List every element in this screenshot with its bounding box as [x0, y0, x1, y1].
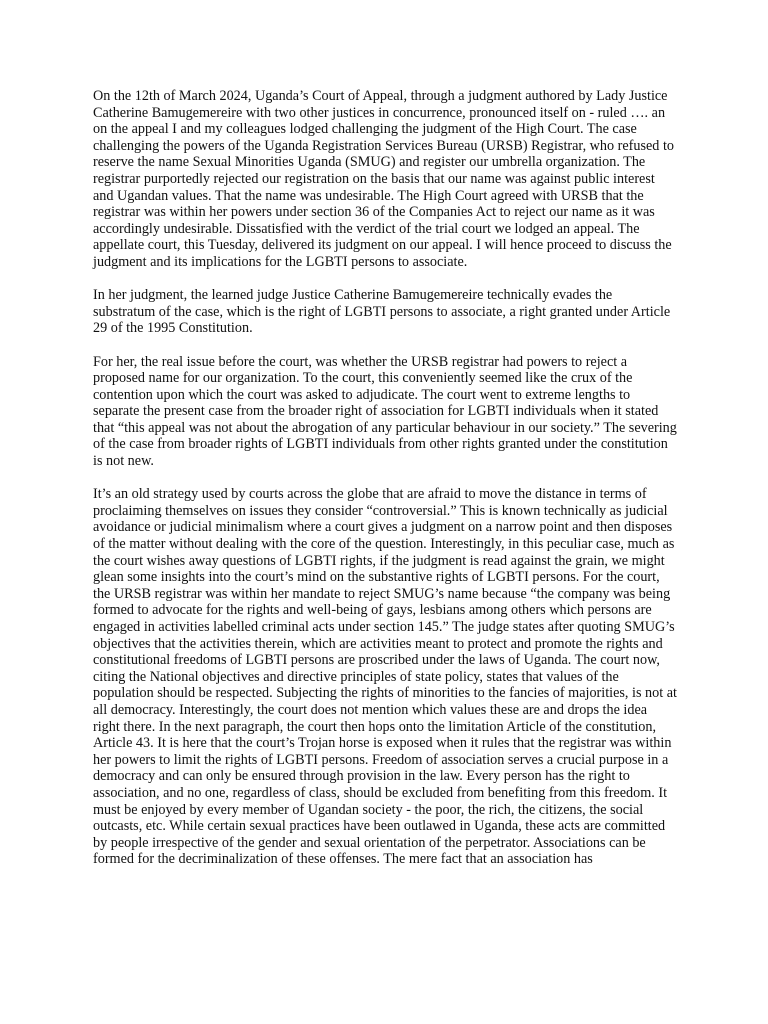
paragraph: For her, the real issue before the court, was whether the URSB registrar had powers to reject a proposed name for our organization. To the court, this conveniently seemed like the crux of the contention upon which the court was asked to adjudicate. The court went to extreme lengths to separate the present case from the broader right of association for LGBTI individuals when it stated that “this appeal was not about the abrogation of any particular behaviour in our society.” The severing of the case from broader rights of LGBTI individuals from other rights granted under the constitution is not new. [93, 353, 677, 470]
paragraph: On the 12th of March 2024, Uganda’s Court of Appeal, through a judgment authored by Lady Justice Catherine Bamugemereire with two other justices in concurrence, pronounced itself on - ruled …. an on the appeal I and my colleagues lodged challenging the judgment of the High Court. The case challenging the powers of the Uganda Registration Services Bureau (URSB) Registrar, who refused to reserve the name Sexual Minorities Uganda (SMUG) and register our umbrella organization. The registrar purportedly rejected our registration on the basis that our name was against public interest and Ugandan values. That the name was undesirable. The High Court agreed with URSB that the registrar was within her powers under section 36 of the Companies Act to reject our name as it was accordingly undesirable. Dissatisfied with the verdict of the trial court we lodged an appeal. The appellate court, this Tuesday, delivered its judgment on our appeal. I will hence proceed to discuss the judgment and its implications for the LGBTI persons to associate. [93, 88, 674, 270]
document-body [93, 88, 677, 885]
paragraph: It’s an old strategy used by courts across the globe that are afraid to move the distance in terms of proclaiming themselves on issues they consider “controversial.” This is known technically as judicial avoidance or judicial minimalism where a court gives a judgment on a narrow point and then disposes of the matter without dealing with the core of the question. Interestingly, in this peculiar case, much as the court wishes away questions of LGBTI rights, if the judgment is read against the grain, we might glean some insights into the court’s mind on the substantive rights of LGBTI persons. For the court, the URSB registrar was within her mandate to reject SMUG’s name because “the company was being formed to advocate for the rights and well-being of gays, lesbians among others which persons are engaged in activities labelled criminal acts under section 145.” The judge states after quoting SMUG’s objectives that the activities therein, which are activities meant to protect and promote the rights and constitutional freedoms of LGBTI persons are proscribed under the laws of Uganda. The court now, citing the National objectives and directive principles of state policy, states that values of the population should be respected. Subjecting the rights of minorities to the fancies of majorities, is not at all democracy. Interestingly, the court does not mention which values these are and drops the idea right there. In the next paragraph, the court then hops onto the limitation Article of the constitution, Article 43. It is here that the court’s Trojan horse is exposed when it rules that the registrar was within her powers to limit the rights of LGBTI persons. Freedom of association serves a crucial purpose in a democracy and can only be ensured through provision in the law. Every person has the right to association, and no one, regardless of class, should be excluded from benefiting from this freedom. It must be enjoyed by every member of Ugandan society - the poor, the rich, the citizens, the social outcasts, etc. While certain sexual practices have been outlawed in Uganda, these acts are committed by people irrespective of the gender and sexual orientation of the perpetrator. Associations can be formed for the decriminalization of these offenses. The mere fact that an association has [93, 486, 677, 868]
paragraph: In her judgment, the learned judge Justice Catherine Bamugemereire technically evades the substratum of the case, which is the right of LGBTI persons to associate, a right granted under Article 29 of the 1995 Constitution. [93, 287, 671, 337]
